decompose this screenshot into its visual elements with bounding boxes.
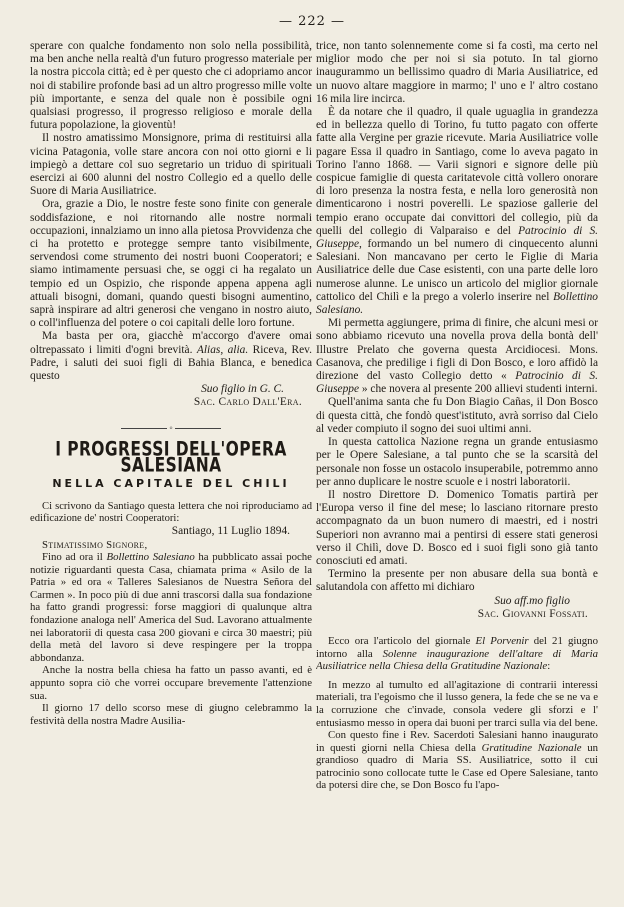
- page-number: — 222 —: [278, 14, 346, 29]
- paragraph-text: Ma basta per ora, giacchè m'accorgo d'avere omai oltrepassato i limiti d'ogni brevità.: [30, 330, 312, 356]
- paragraph: [316, 729, 598, 792]
- signature-name: Sac. Giovanni Fossati.: [477, 607, 588, 620]
- italic-phrase: Solenne inaugurazione dell'altare di Maria Ausiliatrice nella Chiesa della Gratitudine Nazionale: [316, 647, 598, 673]
- article-intro: Ci scrivono da Santiago questa lettera che noi riproduciamo ad edificazione de' nostri Cooperatori:: [30, 500, 312, 524]
- paragraph-text: :: [547, 660, 551, 673]
- paragraph: Anche la nostra bella chiesa ha fatto un passo avanti, ed è appunto sopra ciò che vorrei occupare brevemente l'attenzione sua.: [30, 664, 312, 702]
- paragraph-text: Con questo fine i Rev. Sacerdoti Salesiani hanno inaugurato in questi giorni nella Chiesa della: [316, 729, 598, 754]
- left-column: [30, 40, 312, 895]
- signature-name: Sac. Carlo Dall'Era.: [193, 396, 302, 409]
- spacer: [316, 621, 598, 635]
- paragraph-text: Fino ad ora il: [42, 551, 107, 564]
- italic-phrase: Gratitudine Nazionale: [481, 741, 582, 754]
- letter-date: Santiago, 11 Luglio 1894.: [171, 525, 290, 538]
- article-title: I PROGRESSI DELL'OPERA SALESIANA: [55, 437, 287, 477]
- italic-phrase: Alias, alia.: [196, 343, 249, 356]
- paragraph: In mezzo al tumulto ed all'agitazione di contrarii interessi materiali, tra l'egoismo che il lusso genera, la fede che se ne va e la corruzione che c'invade, consola vedere gli sforzi e l' entusiasmo messo in opera dai buoni per trarci sulla via del bene.: [316, 678, 598, 729]
- paragraph: Quell'anima santa che fu Don Biagio Cañas, il Don Bosco di questa città, che fondò quest'istituto, avrà sorriso dal Cielo al veder compiuto il sogno dei suoi ultimi anni.: [316, 396, 598, 435]
- paragraph: Il nostro amatissimo Monsignore, prima di restituirsi alla vicina Patagonia, volle stare ancora con noi otto giorni e li impiegò a dettare col suo segretario un triduo di spirituali esercizi ai 600 alunni del nostro Collegio ed a quello delle Suore di Maria Ausiliatrice.: [30, 132, 312, 198]
- paragraph-text: ha pubblicato assai poche notizie riguardanti questa Casa, chiamata prima « Asilo de la Patria » ed ora « Talleres Salesianos de Nuestra Señora del Carmen ». In poco più di due anni trascorsi dalla sua fondazione ha fatto grandi progressi: forse maggiori di qualunque altra fondazione analoga nell' America del Sud. Lavorano attualmente nei laboratorii di questa casa 200 giovani e circa 30 maestri; più della metà del lavoro si deve respingere per la troppa abbondanza.: [30, 551, 312, 664]
- paragraph: Il giorno 17 dello scorso mese di giugno celebrammo la festività della nostra Madre Ausilia-: [30, 702, 312, 727]
- italic-phrase: Bollettino Salesiano: [106, 551, 195, 564]
- paragraph: Ora, grazie a Dio, le nostre feste sono finite con generale soddisfazione, e noi ritornando alle nostre normali occupazioni, innalziamo un inno alla pietosa Provvidenza che ci ha protetto e protegge sempre tanto visibilmente, servendosi come strumento dei nostri buoni Cooperatori; e siamo intimamente persuasi che, se oggi ci ha regalato un tempio ed un Ospizio, che risponde appena appena agli attuali bisogni, domani, quando questi bisogni aumentino, saprà inspirare ad altri generosi che vengano in nostro aiuto, o coll'influenza del potere o coi capitali delle loro fortune.: [30, 198, 312, 330]
- paragraph-text: Riceva, Rev. Padre, i saluti dei suoi figli di Bahia Blanca, e benedica questo: [30, 343, 312, 383]
- italic-phrase: Bollettino Salesiano.: [316, 290, 598, 317]
- paragraph-text: un grandioso quadro di Maria SS. Ausiliatrice, sotto il cui patrocinio sono collocate tutte le Case ed Opere Salesiane, tanto da potersi dire che, se Don Bosco fu l'apo-: [316, 741, 598, 792]
- paragraph: [316, 635, 598, 673]
- salutation: Stimatissimo Signore,: [42, 538, 148, 551]
- paragraph-text: Mi permetta aggiungere, prima di finire, che alcuni mesi or sono abbiamo ricevuto una novella prova della bontà dell' Illustre Prelato che governa questa Arcidiocesi. Mons. Casanova, che predilige i figli di Don Bosco, e loro affidò la direzione del vasto Collegio detto «: [316, 317, 598, 383]
- paragraph: sperare con qualche fondamento non solo nella possibilità, ma ben anche nella realtà d'un futuro progresso materiale per la nostra piccola città; ed è per questo che ci adopriamo ancor noi di stabilire profonde basi ad un altro progresso mille volte più importante, e senza del quale non è possibile ogni qualsiasi progresso, il progresso religioso e morale della futura popolazione, la gioventù!: [30, 40, 312, 132]
- paragraph-text: , formando un bel numero di cinquecento alunni Salesiani. Non mancavano per certo le Figlie di Maria Ausiliatrice delle due Case esistenti, con una parte delle loro numerose alunne. Le unisco un articolo del miglior giornale cattolico del Chilì e la prego a volerlo inserire nel: [316, 238, 598, 303]
- paragraph: Il nostro Direttore D. Domenico Tomatis partirà per l'Europa verso il fine del mese; lo lasciano ritornare presto accompagnato da un buon numero di maestri, ed i nostri Superiori non avranno mai a pentirsi di essere stati generosi verso il Chilì, dove D. Bosco ed i suoi figli sono già tanto conosciuti ed amati.: [316, 488, 598, 567]
- signature-line: Suo figlio in G. C.: [201, 383, 284, 396]
- paragraph-text: Ecco ora l'articolo del giornale: [328, 634, 476, 647]
- paragraph: In questa cattolica Nazione regna un grande entusiasmo per le Opere Salesiane, a tal punto che se la scarsità del personale non fosse un ostacolo insuperabile, potremmo anno per anno duplicare le nostre scuole e i nostri laboratorii.: [316, 436, 598, 488]
- italic-phrase: Patrocinio di S. Giuseppe: [316, 224, 598, 251]
- paragraph-text: del 21 giugno intorno alla: [316, 634, 598, 660]
- right-column: [316, 40, 598, 895]
- paragraph: [316, 317, 598, 396]
- italic-phrase: El Porvenir: [475, 634, 529, 647]
- paragraph: [316, 106, 598, 317]
- paragraph-text: » che novera al presente 200 allievi studenti interni.: [359, 383, 598, 396]
- section-divider: ◦: [30, 422, 312, 435]
- paragraph: [30, 330, 312, 383]
- paragraph-text: È da notare che il quadro, il quale uguaglia in grandezza ed in bellezza quello di Torino, fu tutto pagato con offerte fatte alla Vergine per grazie ricevute. Maria Ausiliatrice volle pagare Essa il quadro in Santiago, come lo aveva pagato in Torino l'anno 1868. — Varii signori e signore delle più cospicue famiglie di questa caritatevole città vollero onorare di loro presenza la nostra festa, e nella loro generosità non dimenticarono i nostri poverelli. Le spaziose gallerie del tempio erano occupate dai convittori del collegio, più da quelli del collegio di Valparaiso e del: [316, 106, 598, 237]
- italic-phrase: Patrocinio di S. Giuseppe: [316, 370, 598, 396]
- signature-line: Suo aff.mo figlio: [494, 594, 570, 607]
- paragraph: Termino la presente per non abusare della sua bontà e salutandola con affetto mi dichiaro: [316, 568, 598, 594]
- paragraph: [30, 551, 312, 664]
- article-subtitle: NELLA CAPITALE DEL CHILI: [52, 477, 290, 491]
- paragraph: trice, non tanto solennemente come si fa costì, ma certo nel miglior modo che per noi si sia potuto. In tal giorno inaugurammo un bellissimo quadro di Maria Ausiliatrice, ed un nuovo altare maggiore in marmo; l' uno e l' altro costano 16 mila lire incirca.: [316, 40, 598, 105]
